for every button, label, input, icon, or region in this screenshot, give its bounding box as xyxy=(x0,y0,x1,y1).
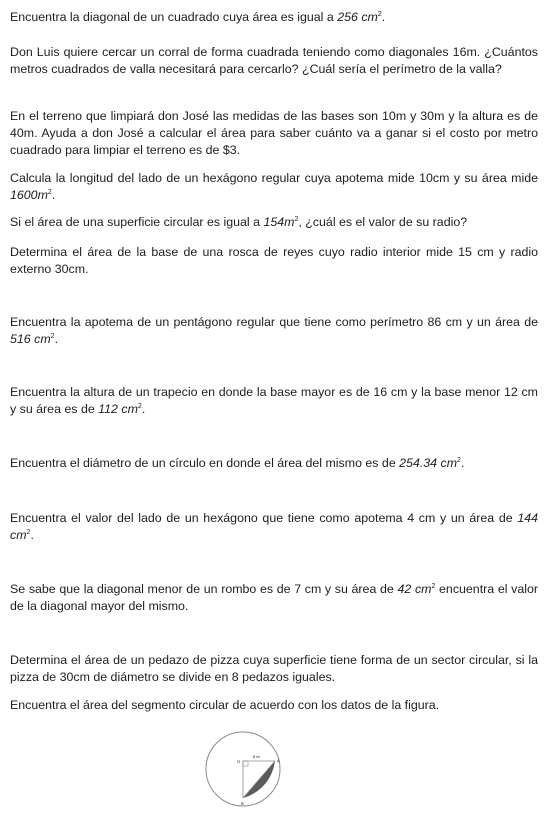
problem-3: En el terreno que limpiará don José las medidas de las bases son 10m y 30m y la altura es de 40m. Ayuda a don José a calcular el área para saber cuánto va a ganar si el costo por metro cuadrado para limpiar el terreno es de $3. xyxy=(10,109,538,157)
chord-ab xyxy=(243,761,275,798)
problem-9: Encuentra el diámetro de un círculo en donde el área del mismo es de 254.34 $cm^2$. xyxy=(10,456,465,470)
problem-12: Determina el área de un pedazo de pizza cuya superficie tiene forma de un sector circular, si la pizza de 30cm de diámetro se divide en 8 pedazos iguales. xyxy=(10,653,538,684)
problem-11: Se sabe que la diagonal menor de un rombo es de 7 cm y su área de 42 $cm^2$ encuentra el valor de la diagonal mayor del mismo. xyxy=(10,582,538,613)
problem-4: Calcula la longitud del lado de un hexágono regular cuya apotema mide 10cm y su área mide $1600m^2$. xyxy=(10,171,538,202)
point-a-label: A xyxy=(277,758,280,763)
problem-8: Encuentra la altura de un trapecio en donde la base mayor es de 16 cm y la base menor 12 cm y su área es de 112 $cm^2$. xyxy=(10,385,538,416)
problem-2: Don Luis quiere cercar un corral de forma cuadrada teniendo como diagonales 16m. ¿Cuántos metros cuadrados de valla necesitará para cercarlo? ¿Cuál sería el perímetro de la valla? xyxy=(10,45,538,76)
right-angle-mark xyxy=(243,761,248,766)
radius-label: 6 m xyxy=(253,754,260,759)
problem-10: Encuentra el valor del lado de un hexágono que tiene como apotema 4 cm y un área de 144 $cm^2$. xyxy=(10,511,538,542)
center-label: O xyxy=(237,759,241,764)
problem-7: Encuentra la apotema de un pentágono regular que tiene como perímetro 86 cm y un área de 516 $cm^2$. xyxy=(10,315,538,346)
problem-6: Determina el área de la base de una rosca de reyes cuyo radio interior mide 15 cm y radio externo 30cm. xyxy=(10,245,538,276)
problem-1: Encuentra la diagonal de un cuadrado cuya área es igual a 256 $cm^2$. xyxy=(10,10,386,24)
circular-segment-figure xyxy=(205,727,285,811)
point-b-label: B xyxy=(241,801,244,806)
problem-13: Encuentra el área del segmento circular de acuerdo con los datos de la figura. xyxy=(10,698,440,712)
circle-diagram xyxy=(205,727,285,811)
problem-5: Si el área de una superficie circular es igual a $154m^2$, ¿cuál es el valor de su radio? xyxy=(10,215,468,229)
